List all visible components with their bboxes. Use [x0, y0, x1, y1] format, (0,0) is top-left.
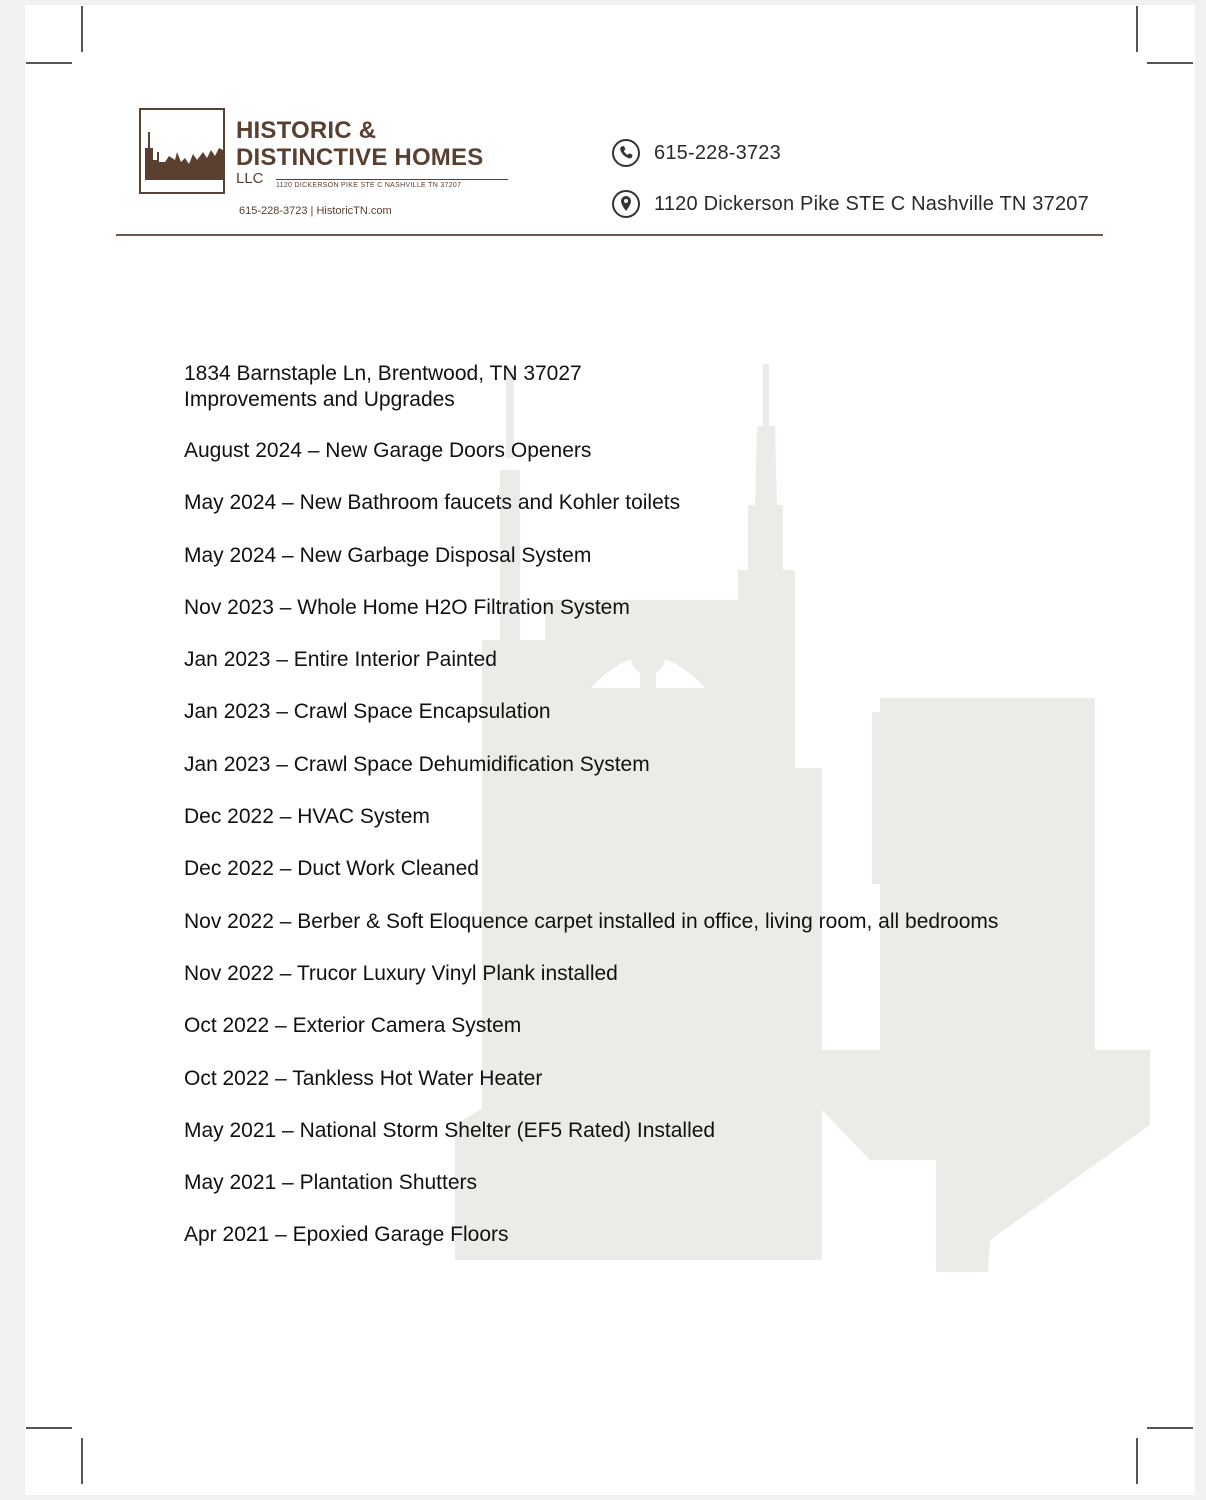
header-divider	[116, 234, 1103, 236]
list-item: May 2021 – Plantation Shutters	[184, 1171, 478, 1195]
company-name: HISTORIC & DISTINCTIVE HOMES	[236, 117, 484, 171]
list-item: Jan 2023 – Crawl Space Encapsulation	[184, 700, 551, 724]
company-logo	[139, 108, 539, 223]
logo-skyline-box	[139, 108, 225, 194]
company-address-small: 1120 DICKERSON PIKE STE C NASHVILLE TN 37207	[276, 182, 462, 189]
property-address: 1834 Barnstaple Ln, Brentwood, TN 37027	[184, 362, 582, 385]
list-item: Oct 2022 – Exterior Camera System	[184, 1014, 522, 1038]
phone-number: 615-228-3723	[654, 141, 781, 164]
phone-icon	[611, 138, 641, 168]
improvements-content	[184, 361, 999, 1247]
list-item: Dec 2022 – HVAC System	[184, 805, 430, 829]
list-item: Nov 2022 – Berber & Soft Eloquence carpet installed in office, living room, all bedrooms	[184, 909, 999, 933]
company-contact-small: 615-228-3723 | HistoricTN.com	[239, 205, 392, 217]
list-item: May 2021 – National Storm Shelter (EF5 Rated) Installed	[184, 1118, 716, 1142]
list-item: Nov 2022 – Trucor Luxury Vinyl Plank installed	[184, 961, 618, 985]
list-item: Nov 2023 – Whole Home H2O Filtration System	[184, 595, 630, 619]
list-item: August 2024 – New Garage Doors Openers	[184, 439, 592, 462]
list-item: Jan 2023 – Entire Interior Painted	[184, 648, 497, 672]
list-item: May 2024 – New Garbage Disposal System	[184, 543, 592, 567]
improvements-list	[184, 438, 998, 1275]
skyline-icon	[141, 110, 225, 194]
list-item: Oct 2022 – Tankless Hot Water Heater	[184, 1066, 543, 1090]
logo-divider	[276, 179, 508, 180]
company-llc: LLC	[236, 170, 264, 187]
address-row	[611, 189, 1089, 219]
phone-row	[611, 138, 781, 168]
business-address: 1120 Dickerson Pike STE C Nashville TN 37207	[654, 192, 1089, 215]
list-item: Apr 2021 – Epoxied Garage Floors	[184, 1223, 509, 1247]
list-item: Dec 2022 – Duct Work Cleaned	[184, 857, 479, 881]
list-item: Jan 2023 – Crawl Space Dehumidification System	[184, 752, 650, 776]
map-pin-icon	[611, 189, 641, 219]
document-subtitle: Improvements and Upgrades	[184, 388, 455, 411]
list-item: May 2024 – New Bathroom faucets and Kohler toilets	[184, 491, 681, 515]
